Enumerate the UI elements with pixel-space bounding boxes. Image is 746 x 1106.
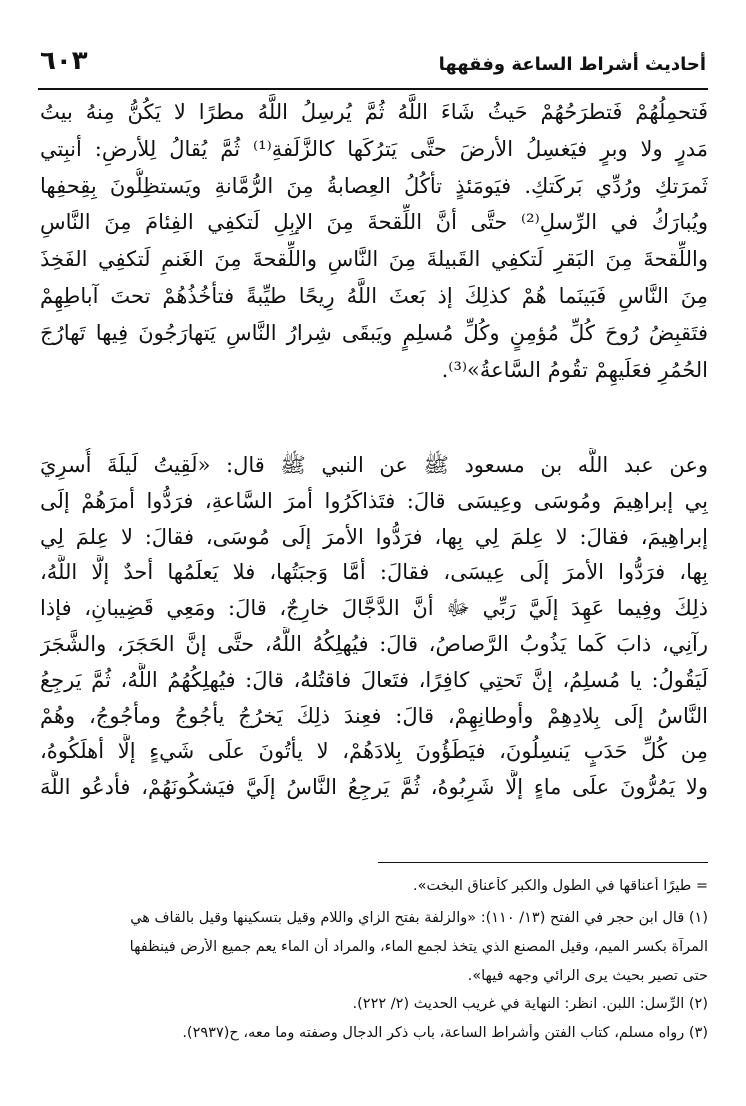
text-line: لَيَقُولُ: يا مُسلِمُ، إنَّ تَحتِي كافِرًا، فتَعالَ فاقتُلهُ، قالَ: فيُهلِكُهُمُ اللَّهُ، ثُمَّ يَرجِعُ [40, 667, 708, 692]
text-line: واللِّقحةَ مِنَ البَقرِ لَتكفِي القَبيلةَ مِنَ النَّاسِ واللِّقحةَ مِنَ الغَنمِ لَتكفِي الفَخِذَ [40, 247, 708, 272]
text-line: مِنَ النَّاسِ فَبَينَما هُمْ كذلِكَ إذ بَعثَ اللَّهُ رِيحًا طيِّبةً فتأخُذُهُمْ تحتَ آباطِهِمْ [40, 283, 708, 308]
text-line: ذلِكَ وفِيما عَهِدَ إلَيَّ رَبِّي ﷻ أنَّ الدَّجَّالَ خارِجٌ، قالَ: ومَعِي قَضِيبانِ، فإذا [40, 596, 708, 621]
hadith-paragraph-1 [40, 94, 708, 388]
text-line: ويُبارَكُ في الرِّسلِ⁽²⁾ حتَّى أنَّ اللِّقحةَ مِنَ الإبِلِ لَتكفِي الفِئامَ مِنَ النَّاسِ [40, 210, 708, 235]
text-line: بِها، فرَدُّوا الأمرَ إلَى عِيسَى، فقالَ: أمَّا وَجبَتُها، فلا يَعلَمُها أحدٌ إلَّا اللَّهُ، [40, 560, 708, 585]
footnote-separator [378, 862, 708, 863]
hadith-paragraph-2 [40, 448, 708, 806]
footnote-2: (٢) الرِّسل: اللبن. انظر: النهاية في غريب الحديث (٢/ ٢٢٢). [352, 996, 708, 1012]
text-line: فَتحمِلُهُمْ فَتطرَحُهُمْ حَيثُ شَاءَ اللَّهُ ثُمَّ يُرسِلُ اللَّهُ مطرًا لا يَكُنُّ مِنهُ بيتُ [40, 100, 708, 124]
header-rule [38, 88, 708, 90]
footnote-1-line-2: المرآة بكسر الميم، وقيل المصنع الذي يتخذ لجمع الماء، والمراد أن الماء يعم جميع الأرض فينظفها [129, 939, 708, 955]
text-line: رآنِي، ذابَ كَما يَذُوبُ الرَّصاصُ، قالَ: فيُهلِكُهُ اللَّهُ، حتَّى إنَّ الحَجَرَ، والشَّجَرَ [40, 631, 708, 656]
text-line: ثَمرَتكِ ورُدِّي بَركَتكِ. فيَومَئذٍ تأكُلُ العِصابةُ مِنَ الرُّمَّانةِ ويَستظِلُّونَ بِقِحفِها [40, 173, 708, 198]
text-line: فتَقبِضُ رُوحَ كُلِّ مُؤمِنٍ وكُلِّ مُسلِمٍ ويَبقَى شِرارُ النَّاسِ يَتهارَجُونَ فِيها تَهارُجَ [40, 320, 708, 345]
text-line: مَدرٍ ولا وبرٍ فيَغسِلُ الأرضَ حتَّى يَترُكَها كالزَّلَفةِ⁽¹⁾ ثُمَّ يُقالُ لِلأرضِ: أنبِتي [40, 136, 708, 161]
footnote-continuation: = طيرًا أعناقها في الطول والكبر كأعناق البخت». [413, 878, 708, 894]
footnote-1-line-3: حتى تصير بحيث يرى الرائي وجهه فيها». [467, 968, 708, 984]
text-line: الحُمُرِ فعَلَيهِمْ تقُومُ السَّاعةُ»⁽³⁾. [441, 357, 708, 382]
page-number: ٦٠٣ [40, 46, 88, 76]
text-line: إبراهِيمَ، فقالَ: لا عِلمَ لِي بِها، فرَدُّوا الأمرَ إلَى مُوسَى، فقالَ: لا عِلمَ لِي [40, 524, 708, 549]
text-line: مِن كُلِّ حَدَبٍ يَنسِلُونَ، فيَطَؤُونَ بِلادَهُمْ، لا يأتُونَ علَى شَيءٍ إلَّا أهلَكُوهُ، [40, 739, 708, 764]
text-line: النَّاسُ إلَى بِلادِهِمْ وأوطانِهِمْ، قالَ: فعِندَ ذلِكَ يَخرُجُ يأجُوجُ ومأجُوجُ، وهُمْ [40, 703, 708, 728]
text-line: ولا يَمُرُّونَ علَى ماءٍ إلَّا شَرِبُوهُ، ثُمَّ يَرجِعُ النَّاسُ إلَيَّ فيَشكُونَهُمْ، فأدعُو اللَّهَ [40, 775, 708, 800]
text-line: وعن عبد اللَّه بن مسعود ﷺ عن النبي ﷺ قال: «لَقِيتُ لَيلَةَ أُسرِيَ [40, 453, 708, 477]
running-header-title: أحاديث أشراط الساعة وفقهها [438, 54, 706, 75]
footnote-1: (١) قال ابن حجر في الفتح (١٣/ ١١٠): «والزلفة بفتح الزاي واللام وقيل بتسكينها وقيل بالقاف هي [130, 910, 708, 926]
footnote-3: (٣) رواه مسلم، كتاب الفتن وأشراط الساعة، باب ذكر الدجال وصفته وما معه، ح(٢٩٣٧). [182, 1025, 708, 1041]
text-line: بِي إبراهِيمَ ومُوسَى وعِيسَى قالَ: فتَذاكَرُوا أمرَ السَّاعةِ، فرَدُّوا أمرَهُمْ إلَى [40, 488, 708, 513]
